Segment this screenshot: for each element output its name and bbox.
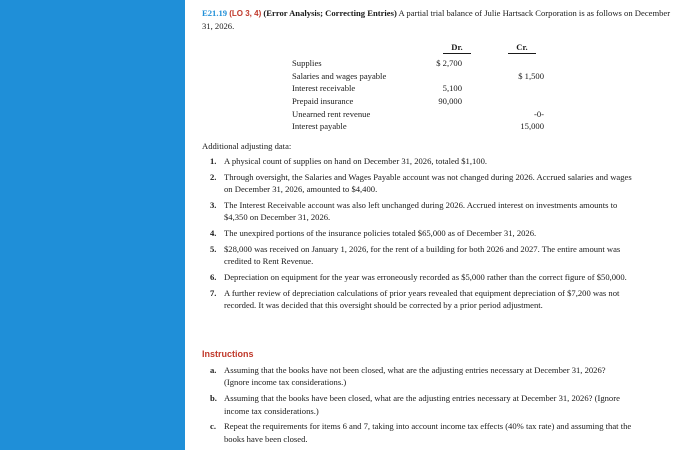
account-name: Interest receivable [292,83,356,94]
instruction-letter: a. [210,365,217,375]
list-item [210,420,632,445]
account-name: Interest payable [292,121,347,132]
item-text: A further review of depreciation calculations of prior years revealed that equipment depreciation of $7,200 was not recorded. It was decided that this oversight should be corrected by a prior period adjustment. [224,288,620,311]
item-text: Depreciation on equipment for the year was erroneously recorded as $5,000 rather than the correct figure of $50,000. [224,272,627,283]
list-item [210,171,632,196]
item-number: 5. [210,244,217,254]
item-text: The unexpired portions of the insurance policies totaled $65,000 as of December 31, 2026. [224,228,537,239]
list-item [210,155,632,167]
instruction-text: Assuming that the books have not been closed, what are the adjusting entries necessary at December 31, 2026? (Ignore income tax considerations.) [224,365,606,388]
list-item [210,271,632,283]
learning-objective: (LO 3, 4) [229,9,262,18]
debit-value: 90,000 [438,96,462,107]
table-row [292,108,552,121]
item-number: 2. [210,171,217,182]
table-row [292,57,552,70]
item-number: 1. [210,156,217,166]
account-name: Unearned rent revenue [292,108,371,119]
exercise-intro: A partial trial balance of Julie Hartsack Corporation is as follows on December 31, 2026. [202,8,671,32]
account-name: Salaries and wages payable [292,70,387,81]
exercise-number: E21.19 [202,8,228,18]
debit-value: $ 2,700 [436,58,462,68]
credit-value: 15,000 [520,121,544,132]
item-text: The Interest Receivable account was also left unchanged during 2026. Accrued interest on investments amounts to $4,350 on December 31, 2026. [224,200,618,223]
account-name: Prepaid insurance [292,96,354,107]
list-item [210,243,632,268]
item-text: Through oversight, the Salaries and Wages Payable account was not changed during 2026. Accrued salaries and wages on December 31, 2026, amounted to $4,400. [224,171,632,195]
instruction-text: Assuming that the books have been closed, what are the adjusting entries necessary at December 31, 2026? (Ignore income tax considerations.) [224,393,620,416]
exercise-topic: (Error Analysis; Correcting Entries) [263,8,397,18]
credit-value: -0- [533,108,544,119]
table-row [292,95,552,108]
instruction-letter: c. [210,421,216,432]
item-number: 7. [210,288,217,298]
item-number: 4. [210,228,217,239]
item-text: A physical count of supplies on hand on December 31, 2026, totaled $1,100. [224,156,488,166]
additional-data-label: Additional adjusting data: [202,141,292,151]
exercise-header [202,7,672,33]
left-color-bar [0,0,185,450]
credit-column-header: Cr. [508,41,536,54]
credit-value: $ 1,500 [518,70,544,81]
table-row [292,70,552,83]
instructions-title: Instructions [202,349,254,359]
list-item [210,287,632,312]
list-item [210,227,632,239]
table-row [292,120,552,133]
item-number: 6. [210,272,217,283]
account-name: Supplies [292,58,322,68]
instructions-list [210,364,632,449]
item-text: $28,000 was received on January 1, 2026, for the rent of a building for both 2026 and 2027. The entire amount was credited to Rent Revenue. [224,244,621,267]
trial-balance-table [292,41,552,133]
list-item [210,199,632,224]
instruction-letter: b. [210,393,217,404]
adjusting-data-list [210,155,632,315]
list-item [210,392,632,417]
list-item [210,364,632,389]
debit-column-header: Dr. [443,41,471,54]
table-row [292,82,552,95]
item-number: 3. [210,200,217,210]
instruction-text: Repeat the requirements for items 6 and 7, taking into account income tax effects (40% tax rate) and assuming that the books have been closed. [224,421,632,444]
trial-balance-header [292,41,552,57]
debit-value: 5,100 [442,83,462,94]
